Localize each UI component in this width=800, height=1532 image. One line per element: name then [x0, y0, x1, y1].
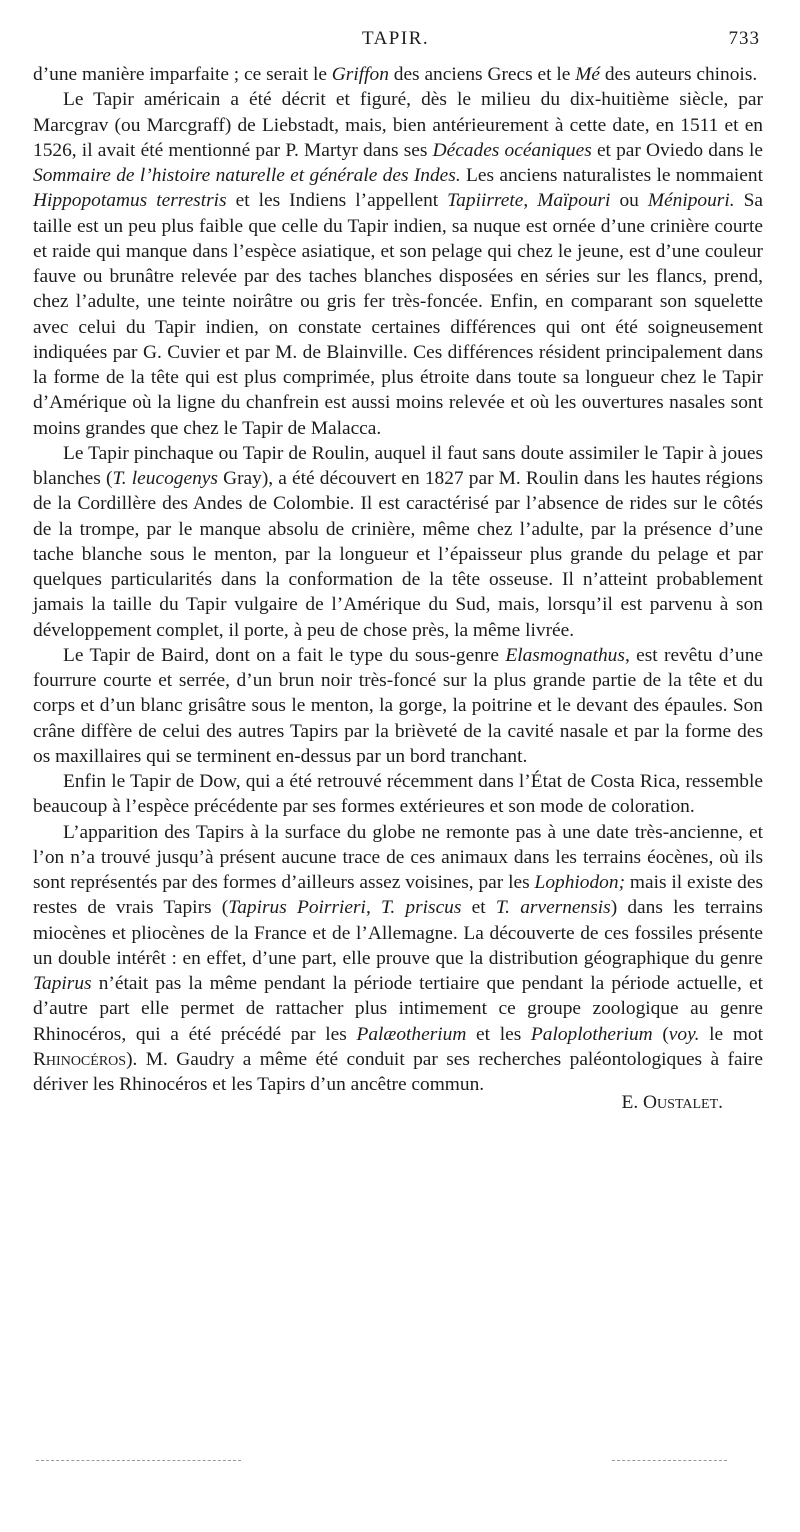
running-head: TAPIR. — [362, 28, 430, 49]
paragraph-3 — [33, 441, 763, 643]
text-run: et — [461, 897, 496, 919]
page-number: 733 — [728, 28, 760, 49]
italic-term: Maïpouri — [537, 190, 611, 212]
text-run: n’était pas la même pendant la période tertiaire que pendant la période actuelle, et d’autre part elle permet de rattacher plus intimement ce groupe zoologique au genre Rhinocéros, qui a été précédé par les — [33, 973, 763, 1045]
text-run: d’une manière imparfaite ; ce serait le — [33, 64, 332, 85]
text-run: ). M. Gaudry a même été conduit par ses recherches paléontologiques à faire dériver les Rhinocéros et les Tapirs d’un ancêtre commun. — [33, 1048, 763, 1095]
italic-term: Tapirus — [33, 973, 92, 994]
text-run: Le Tapir américain a été décrit et figuré, dès le milieu du dix-huitième siècle, par Marcgrav (ou Marcgraff) de Liebstadt, mais, bien antérieurement à cette date, en 1511 et en 1526, il avait été mentionné par P. Martyr dans ses — [33, 89, 763, 161]
italic-term: Palæotherium — [356, 1023, 467, 1045]
text-run: , est revêtu d’une fourrure courte et serrée, d’un brun noir très-foncé sur la plus grande partie de la tête et du corps et d’un blanc grisâtre sous le menton, la gorge, la poitrine et le devant des épaules. Son crâne diffère de celui des autres Tapirs par la brièveté de la cavité nasale et par la forme des os maxillaires qui se terminent en-dessus par un bord tranchant. — [33, 644, 763, 767]
paragraph-4 — [33, 643, 763, 769]
text-run: et les Indiens l’appellent — [226, 190, 448, 212]
author-initial: E. — [621, 1092, 644, 1113]
text-run: mais il existe des restes de vrais Tapirs ( — [33, 872, 763, 919]
text-run: et les — [466, 1023, 531, 1045]
italic-term: Paloplotherium — [530, 1023, 653, 1045]
text-run: Le Tapir de Baird, dont on a fait le type du sous-genre — [63, 644, 506, 666]
italic-term: Hippopotamus terrestris — [33, 190, 227, 212]
text-run: des auteurs chinois. — [599, 64, 758, 85]
article-body — [33, 62, 763, 1113]
page-header — [0, 28, 800, 54]
text-run: , — [365, 897, 381, 919]
italic-term: Lophiodon; — [534, 872, 626, 893]
text-run: ) dans les terrains miocènes et pliocènes de la France et de l’Allemagne. La découverte de ces fossiles présente un double intérêt : en effet, d’une part, elle prouve que la distribution géographique du genre — [33, 897, 763, 969]
text-run: Sa taille est un peu plus faible que celle du Tapir indien, sa nuque est ornée d’une crinière courte et raide qui manque dans l’espèce asiatique, et son pelage qui chez le jeune, est d’une couleur fauve ou brunâtre relevée par des taches blanches disposées en séries sur les flancs, prend, chez l’adulte, une teinte noirâtre ou gris fer très-foncée. Enfin, en comparant son squelette avec celui du Tapir indien, on constate certaines différences qui ont été soigneusement indiquées par G. Cuvier et par M. de Blainville. Ces différences résident principalement dans la forme de la tête qui est plus comprimée, plus étroite dans toute sa longueur chez le Tapir d’Amérique où la ligne du chanfrein est aussi moins relevée et où les ouvertures nasales sont moins grandes que chez le Tapir de Malacca. — [33, 190, 763, 439]
paragraph-1 — [33, 62, 763, 87]
italic-term: Elasmognathus — [505, 644, 625, 666]
italic-term: Tapirus Poirrieri — [228, 897, 366, 919]
italic-term: T. leucogenys — [112, 468, 218, 489]
text-run: Le Tapir pinchaque ou Tapir de Roulin, auquel il faut sans doute assimiler le Tapir à joues blanches ( — [33, 442, 763, 489]
italic-term: voy. — [668, 1023, 700, 1045]
text-run: des anciens Grecs et le — [388, 64, 576, 85]
author-name: Oustalet. — [643, 1092, 723, 1113]
text-run: ou — [610, 190, 648, 212]
italic-term: T. priscus — [381, 897, 462, 919]
italic-term: Griffon — [331, 64, 389, 85]
small-caps-term: Rhinocéros — [33, 1048, 127, 1070]
footer-rule-left — [36, 1460, 241, 1461]
text-run: et par Oviedo dans le — [591, 139, 763, 161]
text-run: ( — [652, 1023, 669, 1045]
paragraph-5 — [33, 769, 763, 820]
text-run: le mot — [699, 1023, 763, 1045]
italic-term: T. arvernensis — [495, 897, 611, 919]
italic-term: Sommaire de l’histoire naturelle et générale des Indes. — [33, 165, 461, 186]
text-run: Enfin le Tapir de Dow, qui a été retrouvé récemment dans l’État de Costa Rica, ressemble beaucoup à l’espèce précédente par ses formes extérieures et son mode de coloration. — [33, 771, 763, 818]
italic-term: Ménipouri. — [647, 190, 735, 212]
italic-term: Décades océaniques — [432, 139, 592, 161]
paragraph-6 — [33, 820, 763, 1113]
text-run: , — [523, 190, 538, 212]
text-run: Gray), a été découvert en 1827 par M. Roulin dans les hautes régions de la Cordillère des Andes de Colombie. Il est caractérisé par l’absence de rides sur le côtés de la trompe, par le manque absolu de crinière, même chez l’adulte, par la présence d’une tache blanche sous le menton, par la longueur et l’épaisseur plus grande du pelage et par quelques particularités dans la conformation de la tête osseuse. Il n’atteint probablement jamais la taille du Tapir vulgaire de l’Amérique du Sud, mais, lorsqu’il est parvenu à son développement complet, il porte, à peu de chose près, la même livrée. — [33, 468, 763, 641]
footer-rule-right — [612, 1460, 727, 1461]
italic-term: Mé — [575, 64, 600, 85]
paragraph-2 — [33, 87, 763, 441]
text-run: L’apparition des Tapirs à la surface du globe ne remonte pas à une date très-ancienne, et l’on n’a trouvé jusqu’à présent aucune trace de ces animaux dans les terrains éocènes, où ils sont représentés par des formes d’ailleurs assez voisines, par les — [33, 821, 763, 893]
text-run: Les anciens naturalistes le nommaient — [460, 165, 763, 186]
italic-term: Tapiirrete — [447, 190, 524, 212]
